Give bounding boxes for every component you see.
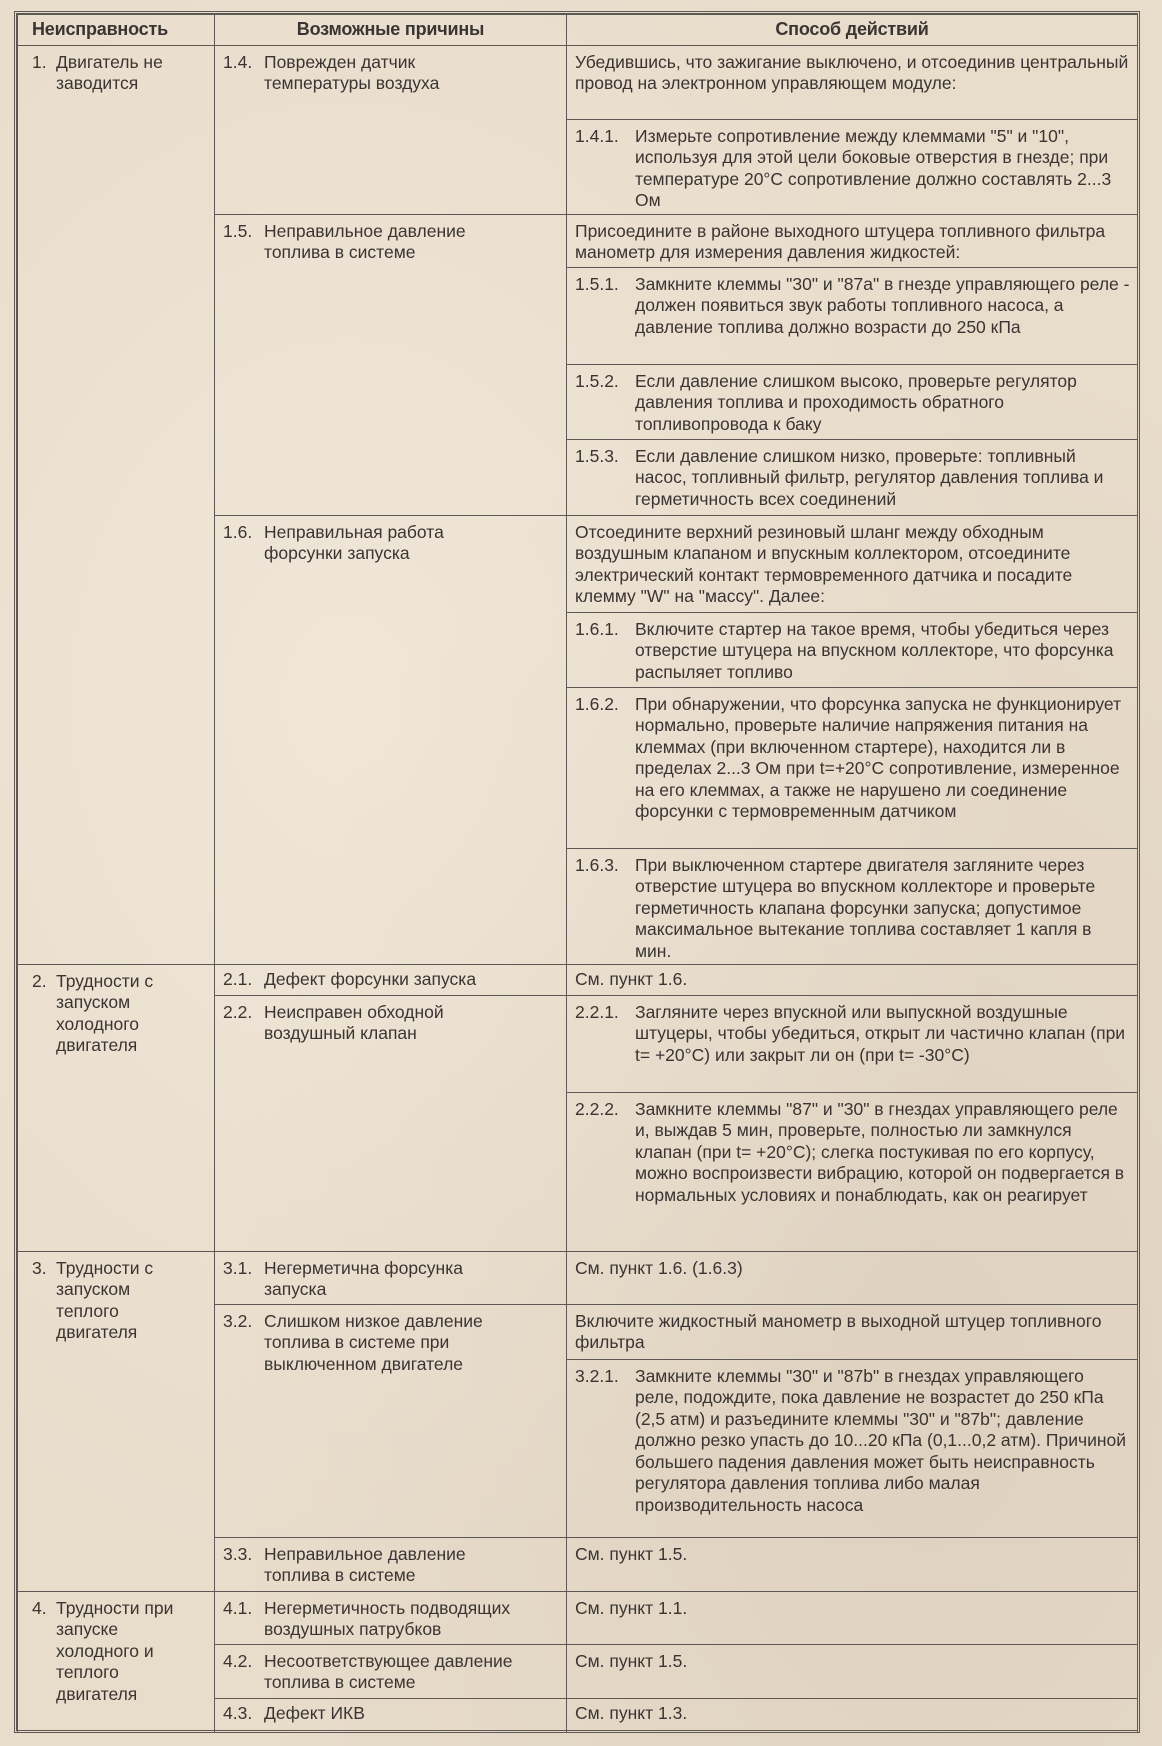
cause-number: 2.1. — [223, 968, 253, 989]
action-cell — [567, 964, 1138, 995]
action-text: См. пункт 1.6. — [575, 968, 688, 989]
action-cell — [567, 1304, 1138, 1359]
action-text: См. пункт 1.5. — [575, 1650, 688, 1671]
header-actions: Способ действий — [567, 15, 1138, 46]
action-text: См. пункт 1.3. — [575, 1702, 688, 1723]
action-text: При обнаружении, что форсунка запуска не функционирует нормально, проверьте наличие напряжения питания на клеммах (при включенном стартере), находится ли в пределах 2...3 Ом при t=+20°С сопротивление, измеренное на его клеммах, а также не нарушено ли соединение форсунки с термовременным датчиком — [635, 693, 1122, 821]
cause-text: Неправильное давление топлива в системе — [264, 1543, 466, 1585]
action-text: Измерьте сопротивление между клеммами "5" и "10", используя для этой цели боковые отверстия в гнезде; при температуре 20°С сопротивление должно составлять 2...3 Ом — [635, 125, 1112, 210]
table-row — [18, 45, 1138, 119]
action-text: Замкните клеммы "87" и "30" в гнездах управляющего реле и, выждав 5 мин, проверьте, полностью ли замкнулся клапан (при t= +20°С); слегка постукивая по его корпусу, можно воспроизвести вибрацию, которой он подвергается в нормальных условиях и понаблюдать, как он реагирует — [635, 1098, 1125, 1205]
action-number: 2.2.2. — [575, 1098, 619, 1119]
action-cell — [567, 1359, 1138, 1537]
action-cell — [567, 1591, 1138, 1644]
cause-cell-4-1 — [215, 1591, 567, 1644]
fault-cell-1 — [18, 45, 215, 964]
cause-text: Поврежден датчик температуры воздуха — [264, 51, 440, 93]
cause-cell-4-2 — [215, 1644, 567, 1698]
action-text: Присоедините в районе выходного штуцера топливного фильтра манометр для измерения давления жидкостей: — [575, 220, 1106, 262]
action-number: 1.4.1. — [575, 125, 619, 146]
action-cell — [567, 45, 1138, 119]
cause-cell-3-3 — [215, 1537, 567, 1591]
action-cell — [567, 267, 1138, 364]
cause-number: 4.1. — [223, 1597, 253, 1618]
cause-text: Неправильное давление топлива в системе — [264, 220, 466, 262]
cause-text: Слишком низкое давление топлива в системе при выключенном двигателе — [264, 1310, 483, 1374]
action-cell — [567, 1092, 1138, 1251]
cause-cell-3-2 — [215, 1304, 567, 1537]
action-cell — [567, 1251, 1138, 1304]
cause-cell-2-1 — [215, 964, 567, 995]
action-number: 1.6.1. — [575, 618, 619, 639]
table-row — [18, 1591, 1138, 1644]
fault-text: Двигатель не заводится — [56, 51, 163, 93]
table-row — [18, 964, 1138, 995]
action-text: Включите стартер на такое время, чтобы убедиться через отверстие штуцера на впускном коллекторе, что форсунка распыляет топливо — [635, 618, 1114, 682]
cause-text: Дефект ИКВ — [264, 1702, 365, 1723]
cause-cell-2-2 — [215, 995, 567, 1251]
action-cell — [567, 364, 1138, 439]
action-cell — [567, 1537, 1138, 1591]
action-cell — [567, 1698, 1138, 1732]
action-number: 3.2.1. — [575, 1365, 619, 1386]
cause-cell-1-4 — [215, 45, 567, 214]
cause-cell-1-5 — [215, 214, 567, 515]
action-number: 1.6.2. — [575, 693, 619, 714]
cause-text: Неправильная работа форсунки запуска — [264, 521, 444, 563]
cause-cell-4-3 — [215, 1698, 567, 1732]
cause-number: 1.5. — [223, 220, 253, 241]
cause-cell-1-6 — [215, 515, 567, 964]
action-number: 2.2.1. — [575, 1001, 619, 1022]
action-number: 1.5.1. — [575, 273, 619, 294]
action-cell — [567, 119, 1138, 214]
action-number: 1.6.3. — [575, 854, 619, 875]
action-text: Загляните через впускной или выпускной воздушные штуцеры, чтобы убедиться, открыт ли частично клапан (при t= +20°С) или закрыт ли он (при t= -30°С) — [635, 1001, 1126, 1065]
action-text: См. пункт 1.5. — [575, 1543, 688, 1564]
fault-number: 3. — [32, 1257, 47, 1278]
cause-number: 3.2. — [223, 1310, 253, 1331]
fault-cell-4 — [18, 1591, 215, 1732]
action-text: Замкните клеммы "30" и "87b" в гнездах управляющего реле, подождите, пока давление не возрастет до 250 кПа (2,5 атм) и разъедините клеммы "30" и "87b"; давление должно резко упасть до 10...20 кПа (0,1...0,2 атм). Причиной большего падения давления может быть неисправность регулятора давления топлива либо малая производительность насоса — [635, 1365, 1127, 1515]
action-text: Убедившись, что зажигание выключено, и отсоединив центральный провод на электронном управляющем модуле: — [575, 51, 1129, 93]
header-row — [18, 15, 1138, 46]
header-fault: Неисправность — [18, 15, 215, 46]
action-text: Если давление слишком высоко, проверьте регулятор давления топлива и проходимость обратного топливопровода к баку — [635, 370, 1077, 434]
cause-number: 1.6. — [223, 521, 253, 542]
action-number: 1.5.2. — [575, 370, 619, 391]
fault-cell-3 — [18, 1251, 215, 1591]
fault-number: 4. — [32, 1597, 47, 1618]
cause-cell-3-1 — [215, 1251, 567, 1304]
action-number: 1.5.3. — [575, 445, 619, 466]
cause-number: 3.1. — [223, 1257, 253, 1278]
action-cell — [567, 687, 1138, 848]
fault-text: Трудности с запуском холодного двигателя — [56, 970, 154, 1055]
action-text: При выключенном стартере двигателя загляните через отверстие штуцера во впускном коллекторе и проверьте герметичность клапана форсунки запуска; допустимое максимальное вытекание топлива составляет 1 капля в мин. — [635, 854, 1096, 961]
troubleshooting-table — [17, 14, 1138, 1733]
cause-text: Негерметичность подводящих воздушных патрубков — [264, 1597, 511, 1639]
cause-text: Неисправен обходной воздушный клапан — [264, 1001, 444, 1043]
action-cell — [567, 439, 1138, 515]
cause-number: 4.3. — [223, 1702, 253, 1723]
cause-text: Негерметична форсунка запуска — [264, 1257, 463, 1299]
cause-text: Дефект форсунки запуска — [264, 968, 477, 989]
action-text: См. пункт 1.6. (1.6.3) — [575, 1257, 743, 1278]
action-cell — [567, 848, 1138, 964]
fault-cell-2 — [18, 964, 215, 1251]
fault-text: Трудности с запуском теплого двигателя — [56, 1257, 154, 1342]
cause-number: 3.3. — [223, 1543, 253, 1564]
fault-text: Трудности при запуске холодного и теплого двигателя — [56, 1597, 174, 1704]
action-text: Замкните клеммы "30" и "87a" в гнезде управляющего реле - должен появиться звук работы топливного насоса, а давление топлива должно возрасти до 250 кПа — [635, 273, 1130, 337]
action-text: См. пункт 1.1. — [575, 1597, 688, 1618]
action-cell — [567, 214, 1138, 267]
fault-number: 2. — [32, 970, 47, 991]
cause-number: 1.4. — [223, 51, 253, 72]
action-text: Включите жидкостный манометр в выходной штуцер топливного фильтра — [575, 1310, 1102, 1352]
action-cell — [567, 995, 1138, 1092]
action-cell — [567, 515, 1138, 612]
action-text: Если давление слишком низко, проверьте: топливный насос, топливный фильтр, регулятор давления топлива и герметичность всех соединений — [635, 445, 1104, 509]
cause-number: 2.2. — [223, 1001, 253, 1022]
cause-text: Несоответствующее давление топлива в системе — [264, 1650, 513, 1692]
cause-number: 4.2. — [223, 1650, 253, 1671]
action-cell — [567, 612, 1138, 687]
header-causes: Возможные причины — [215, 15, 567, 46]
fault-number: 1. — [32, 51, 47, 72]
table-row — [18, 1251, 1138, 1304]
action-cell — [567, 1644, 1138, 1698]
action-text: Отсоедините верхний резиновый шланг между обходным воздушным клапаном и впускным коллектором, отсоедините электрический контакт термовременного датчика и посадите клемму "W" на "массу". Далее: — [575, 521, 1073, 606]
